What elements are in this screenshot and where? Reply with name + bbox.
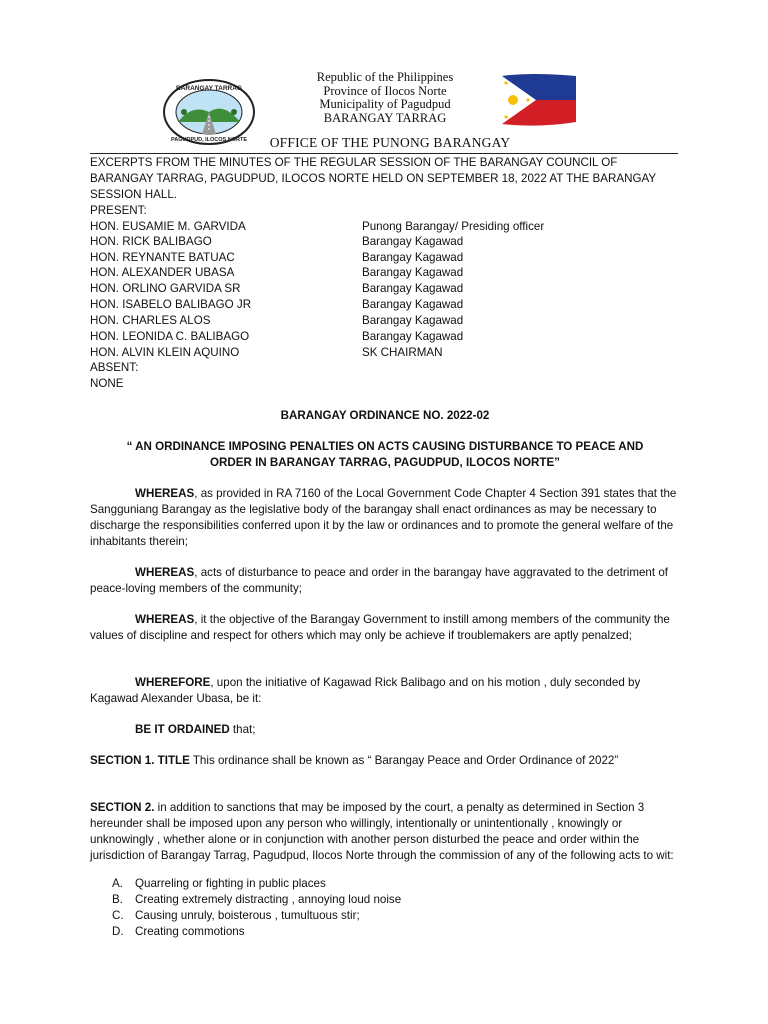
list-marker: D. [112, 925, 124, 938]
attendee-name: HON. ALVIN KLEIN AQUINO [90, 346, 240, 359]
list-item [112, 924, 401, 940]
minutes-intro: EXCERPTS FROM THE MINUTES OF THE REGULAR SESSION OF THE BARANGAY COUNCIL OF BARANGAY TARRAG, PAGUDPUD, ILOCOS NORTE HELD ON SEPTEMBER 18, 2022 AT THE BARANGAY SESSION HALL. [90, 156, 656, 201]
clause-text: , as provided in RA 7160 of the Local Government Code Chapter 4 Section 391 states that the Sangguniang Barangay as the legislative body of the barangay shall enact ordinances as may be necessary to discharge the responsibilities conferred upon it by the law or ordinances and to promote the general welfare of the inhabitants therein; [90, 487, 677, 548]
attendee-name: HON. LEONIDA C. BALIBAGO [90, 330, 250, 343]
clause-text: that; [229, 723, 256, 736]
letterhead-line: Republic of the Philippines [316, 70, 454, 84]
attendee-row [90, 250, 690, 266]
section-1 [90, 753, 680, 769]
attendee-role: Barangay Kagawad [362, 235, 464, 248]
attendee-name: HON. EUSAMIE M. GARVIDA [90, 220, 246, 233]
attendee-row [90, 234, 690, 250]
attendee-row [90, 297, 690, 313]
ordinance-title-line: ORDER IN BARANGAY TARRAG, PAGUDPUD, ILOCOS NORTE” [210, 456, 560, 469]
attendee-row [90, 265, 690, 281]
section-lead: SECTION 2. [90, 801, 155, 814]
acts-list [112, 876, 401, 940]
attendee-role: Barangay Kagawad [362, 266, 464, 279]
clause-lead: WHEREAS [135, 487, 195, 500]
clause-lead: BE IT ORDAINED [135, 723, 230, 736]
present-label: PRESENT: [90, 204, 147, 217]
attendee-name: HON. CHARLES ALOS [90, 314, 211, 327]
attendee-row [90, 345, 690, 361]
list-item-text: Creating extremely distracting , annoying loud noise [135, 893, 402, 906]
letterhead-line: Municipality of Pagudpud [319, 97, 451, 111]
attendee-name: HON. REYNANTE BATUAC [90, 251, 235, 264]
attendee-name: HON. ALEXANDER UBASA [90, 266, 235, 279]
section-lead: SECTION 1. TITLE [90, 754, 190, 767]
attendee-row [90, 313, 690, 329]
attendee-name: HON. RICK BALIBAGO [90, 235, 212, 248]
list-item-text: Creating commotions [135, 925, 245, 938]
ordinance-number: BARANGAY ORDINANCE NO. 2022-02 [280, 409, 490, 422]
letterhead [280, 71, 490, 125]
list-marker: B. [112, 893, 123, 906]
list-item [112, 876, 401, 892]
attendee-role: SK CHAIRMAN [362, 346, 443, 359]
letterhead-line: BARANGAY TARRAG [323, 110, 447, 125]
header-divider [90, 153, 678, 154]
wherefore-clause [90, 675, 680, 707]
whereas-clause [90, 612, 680, 644]
svg-text:BARANGAY TARRAG: BARANGAY TARRAG [176, 85, 242, 92]
ordained-clause [90, 722, 680, 738]
attendee-role: Barangay Kagawad [362, 330, 464, 343]
attendee-row [90, 329, 690, 345]
ordinance-title-line: “ AN ORDINANCE IMPOSING PENALTIES ON ACTS CAUSING DISTURBANCE TO PEACE AND [126, 440, 644, 453]
list-marker: C. [112, 909, 124, 922]
whereas-clause [90, 486, 680, 550]
section-text: This ordinance shall be known as “ Barangay Peace and Order Ordinance of 2022” [189, 754, 619, 767]
attendee-role: Barangay Kagawad [362, 251, 464, 264]
attendee-row [90, 219, 690, 235]
attendee-row [90, 281, 690, 297]
clause-lead: WHEREAS [135, 613, 195, 626]
attendee-role: Barangay Kagawad [362, 314, 464, 327]
whereas-clause [90, 565, 680, 597]
office-title: OFFICE OF THE PUNONG BARANGAY [269, 135, 511, 150]
clause-text: , it the objective of the Barangay Government to instill among members of the community the values of discipline and respect for others which may only be achieve if troublemakers are aptly penalzed; [90, 613, 670, 642]
philippine-flag-icon [500, 72, 578, 128]
attendee-name: HON. ISABELO BALIBAGO JR [90, 298, 252, 311]
list-marker: A. [112, 877, 123, 890]
section-2 [90, 800, 680, 864]
svg-text:PAGUDPUD, ILOCOS NORTE: PAGUDPUD, ILOCOS NORTE [171, 137, 247, 143]
attendee-role: Barangay Kagawad [362, 298, 464, 311]
attendee-role: Punong Barangay/ Presiding officer [362, 220, 545, 233]
section-text: in addition to sanctions that may be imposed by the court, a penalty as determined in Section 3 hereunder shall be imposed upon any person who willingly, intentionally or unintentionally , knowingly or unknowingly , whether alone or in conjunction with another person disturbed the peace and order within the jurisdiction of Barangay Tarrag, Pagudpud, Ilocos Norte through the commission of any of the following acts to wit: [90, 801, 674, 862]
clause-text: , acts of disturbance to peace and order in the barangay have aggravated to the detriment of peace-loving members of the community; [90, 566, 668, 595]
letterhead-line: Province of Ilocos Norte [323, 83, 447, 98]
list-item-text: Quarreling or fighting in public places [135, 877, 326, 890]
list-item [112, 908, 401, 924]
absent-value: NONE [90, 377, 124, 390]
clause-text: , upon the initiative of Kagawad Rick Balibago and on his motion , duly seconded by Kagawad Alexander Ubasa, be it: [90, 676, 641, 705]
list-item [112, 892, 401, 908]
absent-label: ABSENT: [90, 361, 139, 374]
list-item-text: Causing unruly, boisterous , tumultuous stir; [135, 909, 360, 922]
attendee-role: Barangay Kagawad [362, 282, 464, 295]
clause-lead: WHEREFORE [135, 676, 211, 689]
clause-lead: WHEREAS [135, 566, 195, 579]
attendee-name: HON. ORLINO GARVIDA SR [90, 282, 241, 295]
